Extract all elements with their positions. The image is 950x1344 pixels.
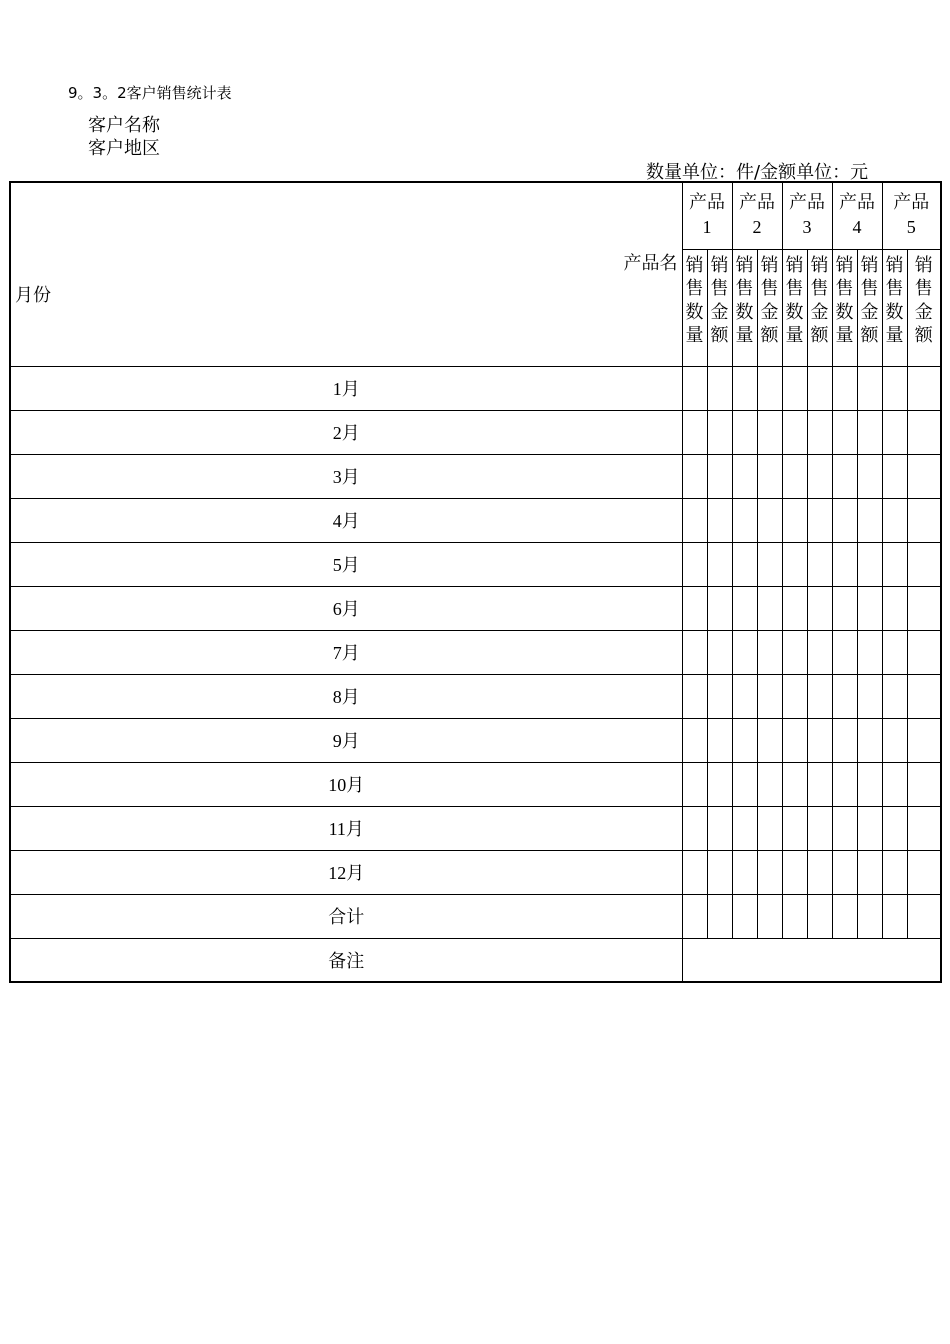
amount-input-cell[interactable] bbox=[857, 454, 882, 498]
remarks-row bbox=[10, 938, 941, 982]
amount-input-cell[interactable] bbox=[857, 410, 882, 454]
amount-input-cell[interactable] bbox=[707, 674, 732, 718]
amount-input-cell[interactable] bbox=[757, 850, 782, 894]
product-name: 产品 bbox=[839, 192, 875, 214]
quantity-input-cell[interactable] bbox=[732, 410, 757, 454]
amount-input-cell[interactable] bbox=[807, 674, 832, 718]
quantity-input-cell[interactable] bbox=[682, 806, 707, 850]
quantity-input-cell[interactable] bbox=[732, 630, 757, 674]
amount-input-cell[interactable] bbox=[707, 630, 732, 674]
quantity-input-cell[interactable] bbox=[832, 586, 857, 630]
quantity-input-cell[interactable] bbox=[682, 542, 707, 586]
month-row bbox=[10, 762, 941, 806]
quantity-input-cell[interactable] bbox=[682, 850, 707, 894]
amount-input-cell[interactable] bbox=[757, 894, 782, 938]
quantity-input-cell[interactable] bbox=[782, 366, 807, 410]
amount-input-cell[interactable] bbox=[907, 674, 941, 718]
quantity-input-cell[interactable] bbox=[732, 718, 757, 762]
row-label: 7月 bbox=[10, 630, 682, 674]
quantity-input-cell[interactable] bbox=[732, 850, 757, 894]
quantity-input-cell[interactable] bbox=[732, 366, 757, 410]
sales-quantity-header bbox=[682, 249, 707, 366]
sub-column-label: 销售数量 bbox=[785, 254, 804, 346]
amount-input-cell[interactable] bbox=[757, 806, 782, 850]
amount-input-cell[interactable] bbox=[807, 630, 832, 674]
quantity-input-cell[interactable] bbox=[682, 762, 707, 806]
quantity-input-cell[interactable] bbox=[732, 498, 757, 542]
product-header-3 bbox=[782, 182, 832, 249]
amount-input-cell[interactable] bbox=[807, 542, 832, 586]
quantity-input-cell[interactable] bbox=[682, 366, 707, 410]
amount-input-cell[interactable] bbox=[907, 586, 941, 630]
quantity-input-cell[interactable] bbox=[882, 718, 907, 762]
row-label: 12月 bbox=[10, 850, 682, 894]
amount-input-cell[interactable] bbox=[707, 542, 732, 586]
amount-input-cell[interactable] bbox=[757, 630, 782, 674]
amount-input-cell[interactable] bbox=[857, 762, 882, 806]
row-label: 3月 bbox=[10, 454, 682, 498]
amount-input-cell[interactable] bbox=[707, 586, 732, 630]
quantity-input-cell[interactable] bbox=[682, 630, 707, 674]
sales-quantity-header bbox=[782, 249, 807, 366]
amount-input-cell[interactable] bbox=[857, 498, 882, 542]
quantity-input-cell[interactable] bbox=[882, 410, 907, 454]
quantity-input-cell[interactable] bbox=[732, 894, 757, 938]
quantity-input-cell[interactable] bbox=[782, 674, 807, 718]
quantity-input-cell[interactable] bbox=[832, 410, 857, 454]
amount-input-cell[interactable] bbox=[907, 762, 941, 806]
quantity-input-cell[interactable] bbox=[782, 542, 807, 586]
quantity-input-cell[interactable] bbox=[782, 850, 807, 894]
amount-input-cell[interactable] bbox=[807, 718, 832, 762]
amount-input-cell[interactable] bbox=[707, 894, 732, 938]
quantity-input-cell[interactable] bbox=[732, 542, 757, 586]
amount-input-cell[interactable] bbox=[707, 410, 732, 454]
corner-month-label: 月份 bbox=[15, 285, 51, 306]
amount-input-cell[interactable] bbox=[857, 630, 882, 674]
amount-input-cell[interactable] bbox=[857, 806, 882, 850]
amount-input-cell[interactable] bbox=[907, 630, 941, 674]
quantity-input-cell[interactable] bbox=[882, 542, 907, 586]
total-row bbox=[10, 894, 941, 938]
amount-input-cell[interactable] bbox=[757, 498, 782, 542]
quantity-input-cell[interactable] bbox=[732, 586, 757, 630]
row-label: 6月 bbox=[10, 586, 682, 630]
quantity-input-cell[interactable] bbox=[832, 454, 857, 498]
quantity-input-cell[interactable] bbox=[882, 630, 907, 674]
amount-input-cell[interactable] bbox=[907, 454, 941, 498]
quantity-input-cell[interactable] bbox=[782, 586, 807, 630]
sales-amount-header bbox=[707, 249, 732, 366]
customer-region-label: 客户地区 bbox=[88, 138, 160, 159]
quantity-input-cell[interactable] bbox=[882, 498, 907, 542]
quantity-input-cell[interactable] bbox=[832, 630, 857, 674]
amount-input-cell[interactable] bbox=[807, 410, 832, 454]
product-name: 产品 bbox=[893, 192, 930, 214]
quantity-input-cell[interactable] bbox=[882, 762, 907, 806]
amount-input-cell[interactable] bbox=[807, 850, 832, 894]
quantity-input-cell[interactable] bbox=[732, 762, 757, 806]
amount-input-cell[interactable] bbox=[807, 454, 832, 498]
product-number: 4 bbox=[852, 217, 862, 238]
product-header-4 bbox=[832, 182, 882, 249]
amount-input-cell[interactable] bbox=[707, 498, 732, 542]
quantity-input-cell[interactable] bbox=[732, 674, 757, 718]
amount-input-cell[interactable] bbox=[807, 806, 832, 850]
month-row bbox=[10, 850, 941, 894]
month-row bbox=[10, 718, 941, 762]
sub-column-label: 销售金额 bbox=[810, 254, 829, 346]
quantity-input-cell[interactable] bbox=[832, 806, 857, 850]
sub-column-label: 销售数量 bbox=[835, 254, 854, 346]
sales-quantity-header bbox=[882, 249, 907, 366]
amount-input-cell[interactable] bbox=[807, 894, 832, 938]
quantity-input-cell[interactable] bbox=[782, 806, 807, 850]
amount-input-cell[interactable] bbox=[807, 762, 832, 806]
product-number: 2 bbox=[752, 217, 762, 238]
quantity-input-cell[interactable] bbox=[682, 586, 707, 630]
sales-stats-table bbox=[9, 181, 942, 983]
quantity-input-cell[interactable] bbox=[782, 498, 807, 542]
amount-input-cell[interactable] bbox=[707, 366, 732, 410]
product-name: 产品 bbox=[689, 192, 725, 214]
amount-input-cell[interactable] bbox=[807, 498, 832, 542]
remarks-label: 备注 bbox=[10, 938, 682, 982]
product-name: 产品 bbox=[739, 192, 775, 214]
month-row bbox=[10, 410, 941, 454]
product-name: 产品 bbox=[789, 192, 825, 214]
amount-input-cell[interactable] bbox=[857, 850, 882, 894]
quantity-input-cell[interactable] bbox=[832, 498, 857, 542]
sales-amount-header bbox=[857, 249, 882, 366]
quantity-input-cell[interactable] bbox=[682, 674, 707, 718]
header-corner-cell bbox=[10, 182, 682, 366]
amount-input-cell[interactable] bbox=[707, 762, 732, 806]
quantity-input-cell[interactable] bbox=[682, 718, 707, 762]
quantity-input-cell[interactable] bbox=[882, 850, 907, 894]
quantity-input-cell[interactable] bbox=[832, 674, 857, 718]
row-label: 合计 bbox=[10, 894, 682, 938]
row-label: 5月 bbox=[10, 542, 682, 586]
quantity-input-cell[interactable] bbox=[882, 806, 907, 850]
product-header-2 bbox=[732, 182, 782, 249]
amount-input-cell[interactable] bbox=[907, 806, 941, 850]
quantity-input-cell[interactable] bbox=[782, 718, 807, 762]
amount-input-cell[interactable] bbox=[907, 366, 941, 410]
sub-column-label: 销售数量 bbox=[735, 254, 754, 346]
quantity-input-cell[interactable] bbox=[882, 454, 907, 498]
sub-column-label: 销售金额 bbox=[914, 254, 933, 346]
month-row bbox=[10, 498, 941, 542]
amount-input-cell[interactable] bbox=[757, 454, 782, 498]
quantity-input-cell[interactable] bbox=[832, 762, 857, 806]
row-label: 9月 bbox=[10, 718, 682, 762]
amount-input-cell[interactable] bbox=[707, 850, 732, 894]
sales-quantity-header bbox=[832, 249, 857, 366]
amount-input-cell[interactable] bbox=[907, 410, 941, 454]
sub-column-label: 销售金额 bbox=[860, 254, 879, 346]
quantity-input-cell[interactable] bbox=[782, 630, 807, 674]
amount-input-cell[interactable] bbox=[907, 894, 941, 938]
quantity-input-cell[interactable] bbox=[782, 762, 807, 806]
quantity-input-cell[interactable] bbox=[832, 542, 857, 586]
month-row bbox=[10, 586, 941, 630]
amount-input-cell[interactable] bbox=[907, 850, 941, 894]
quantity-input-cell[interactable] bbox=[682, 894, 707, 938]
amount-input-cell[interactable] bbox=[757, 674, 782, 718]
amount-input-cell[interactable] bbox=[907, 498, 941, 542]
month-row bbox=[10, 630, 941, 674]
product-number: 3 bbox=[802, 217, 812, 238]
amount-input-cell[interactable] bbox=[857, 542, 882, 586]
quantity-input-cell[interactable] bbox=[782, 894, 807, 938]
amount-input-cell[interactable] bbox=[707, 718, 732, 762]
customer-name-label: 客户名称 bbox=[88, 115, 160, 136]
row-label: 10月 bbox=[10, 762, 682, 806]
quantity-input-cell[interactable] bbox=[832, 366, 857, 410]
amount-input-cell[interactable] bbox=[857, 674, 882, 718]
row-label: 2月 bbox=[10, 410, 682, 454]
quantity-input-cell[interactable] bbox=[682, 498, 707, 542]
amount-input-cell[interactable] bbox=[857, 894, 882, 938]
quantity-input-cell[interactable] bbox=[832, 894, 857, 938]
units-note: 数量单位：件/金额单位：元 bbox=[646, 162, 869, 183]
amount-input-cell[interactable] bbox=[857, 366, 882, 410]
sales-amount-header bbox=[807, 249, 832, 366]
amount-input-cell[interactable] bbox=[757, 586, 782, 630]
quantity-input-cell[interactable] bbox=[732, 454, 757, 498]
quantity-input-cell[interactable] bbox=[882, 586, 907, 630]
amount-input-cell[interactable] bbox=[757, 542, 782, 586]
row-label: 11月 bbox=[10, 806, 682, 850]
amount-input-cell[interactable] bbox=[857, 586, 882, 630]
quantity-input-cell[interactable] bbox=[882, 366, 907, 410]
amount-input-cell[interactable] bbox=[757, 718, 782, 762]
corner-product-label: 产品名 bbox=[623, 253, 678, 274]
form-title: 9。3。2客户销售统计表 bbox=[68, 84, 232, 102]
remarks-input-cell[interactable] bbox=[682, 938, 941, 982]
sub-column-label: 销售金额 bbox=[710, 254, 729, 346]
product-number: 1 bbox=[702, 217, 712, 238]
amount-input-cell[interactable] bbox=[907, 718, 941, 762]
quantity-input-cell[interactable] bbox=[832, 850, 857, 894]
quantity-input-cell[interactable] bbox=[882, 894, 907, 938]
product-number: 5 bbox=[906, 217, 916, 238]
month-row bbox=[10, 454, 941, 498]
amount-input-cell[interactable] bbox=[857, 718, 882, 762]
sub-column-label: 销售数量 bbox=[685, 254, 704, 346]
sales-amount-header bbox=[907, 249, 941, 366]
row-label: 8月 bbox=[10, 674, 682, 718]
month-row bbox=[10, 674, 941, 718]
sub-column-label: 销售数量 bbox=[885, 254, 904, 346]
quantity-input-cell[interactable] bbox=[732, 806, 757, 850]
amount-input-cell[interactable] bbox=[907, 542, 941, 586]
quantity-input-cell[interactable] bbox=[782, 454, 807, 498]
quantity-input-cell[interactable] bbox=[882, 674, 907, 718]
amount-input-cell[interactable] bbox=[807, 366, 832, 410]
quantity-input-cell[interactable] bbox=[782, 410, 807, 454]
amount-input-cell[interactable] bbox=[807, 586, 832, 630]
quantity-input-cell[interactable] bbox=[682, 454, 707, 498]
quantity-input-cell[interactable] bbox=[682, 410, 707, 454]
row-label: 4月 bbox=[10, 498, 682, 542]
amount-input-cell[interactable] bbox=[757, 410, 782, 454]
amount-input-cell[interactable] bbox=[757, 366, 782, 410]
product-header-1 bbox=[682, 182, 732, 249]
sales-quantity-header bbox=[732, 249, 757, 366]
row-label: 1月 bbox=[10, 366, 682, 410]
quantity-input-cell[interactable] bbox=[832, 718, 857, 762]
sub-column-label: 销售金额 bbox=[760, 254, 779, 346]
month-row bbox=[10, 806, 941, 850]
month-row bbox=[10, 542, 941, 586]
month-row bbox=[10, 366, 941, 410]
amount-input-cell[interactable] bbox=[757, 762, 782, 806]
amount-input-cell[interactable] bbox=[707, 806, 732, 850]
product-header-5 bbox=[882, 182, 941, 249]
amount-input-cell[interactable] bbox=[707, 454, 732, 498]
sales-amount-header bbox=[757, 249, 782, 366]
